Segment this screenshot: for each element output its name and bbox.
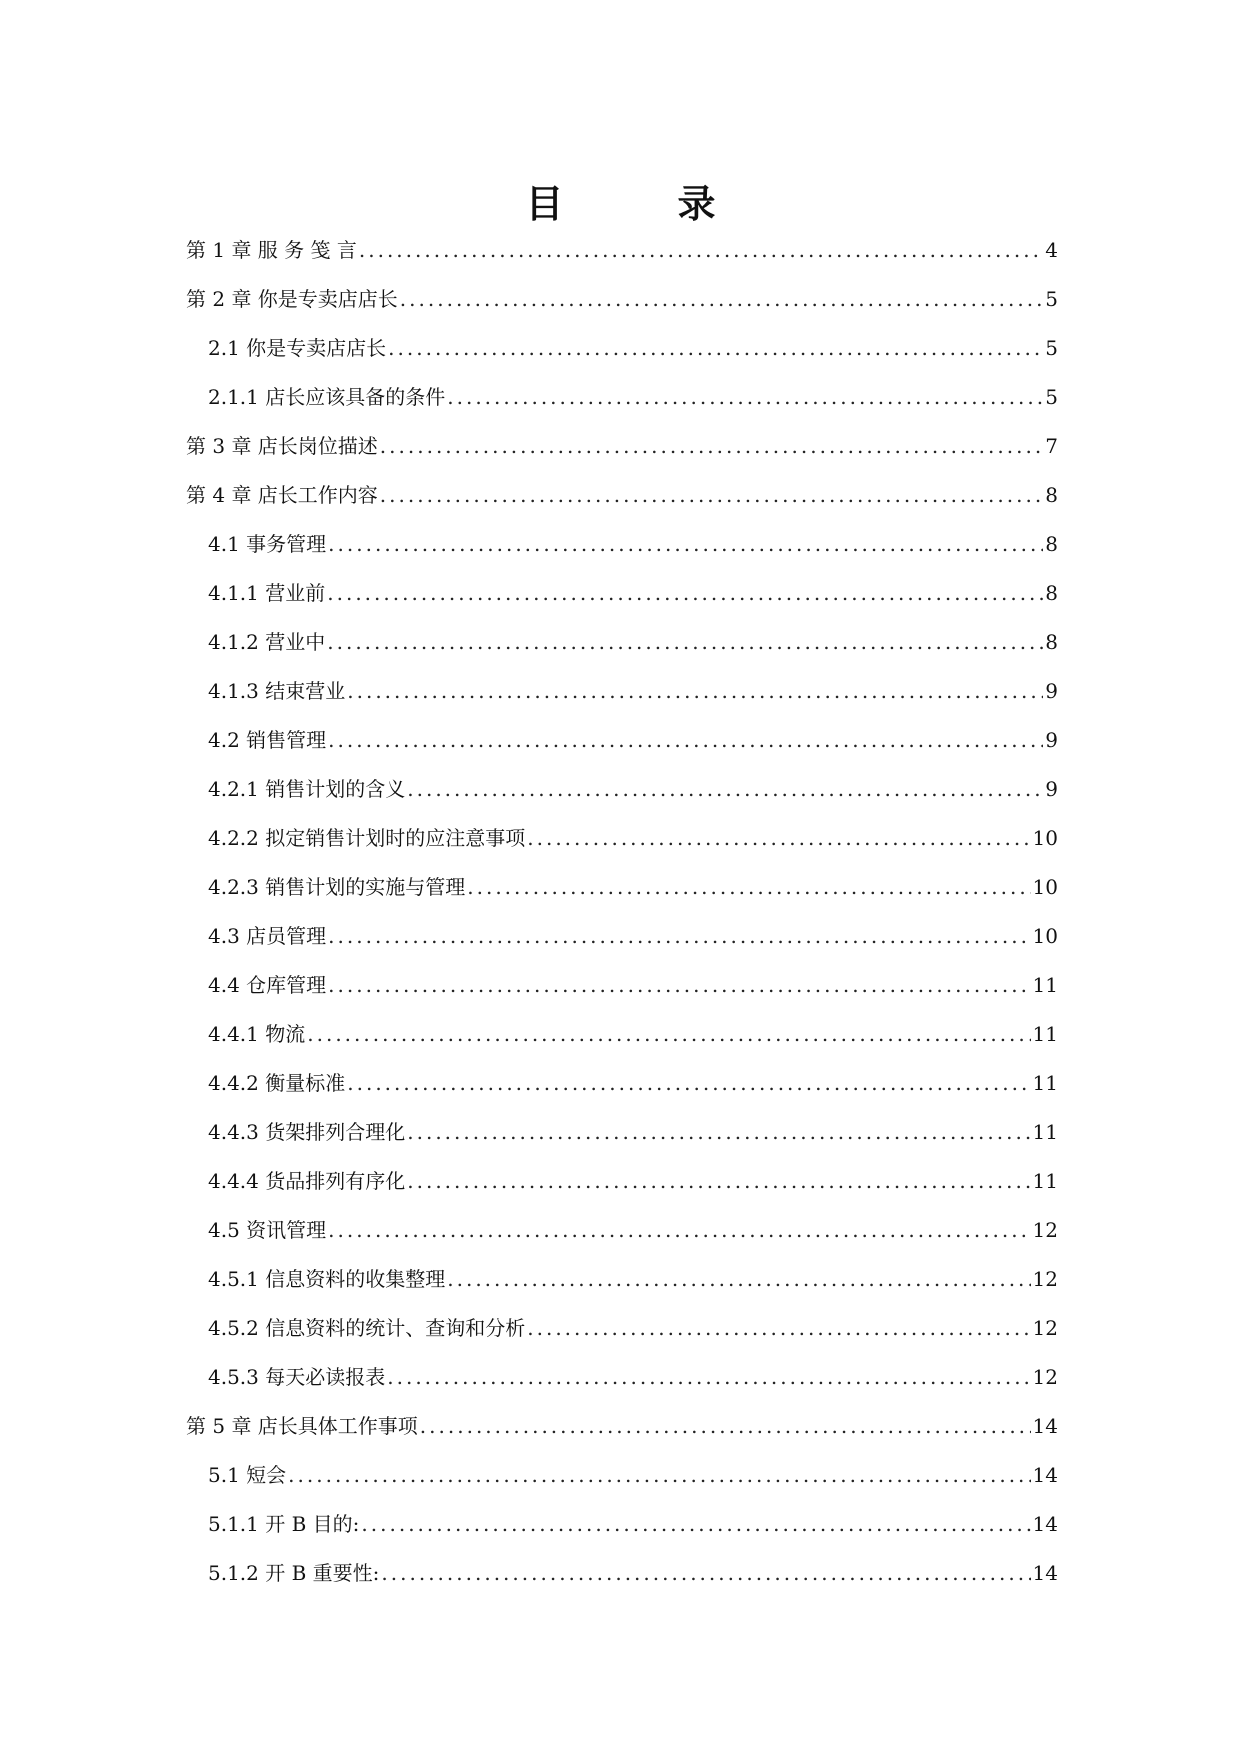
toc-entry-page-number: 14 bbox=[1032, 1561, 1058, 1585]
toc-entry[interactable] bbox=[186, 1500, 1058, 1549]
toc-leader-dots bbox=[328, 520, 1043, 569]
toc-entry-page-number: 11 bbox=[1032, 1169, 1058, 1193]
toc-leader-dots bbox=[307, 1010, 1030, 1059]
toc-entry-text: 4.2.3 销售计划的实施与管理 bbox=[208, 875, 466, 899]
toc-entry-text: 4.5.1 信息资料的收集整理 bbox=[208, 1267, 446, 1291]
toc-leader-dots bbox=[447, 1255, 1030, 1304]
toc-title: 目 录 bbox=[525, 182, 754, 226]
toc-leader-dots bbox=[420, 1402, 1031, 1451]
toc-entry[interactable] bbox=[186, 1206, 1058, 1255]
toc-leader-dots bbox=[328, 961, 1030, 1010]
toc-entry[interactable] bbox=[186, 1402, 1058, 1451]
toc-leader-dots bbox=[380, 422, 1043, 471]
toc-leader-dots bbox=[347, 1059, 1030, 1108]
toc-leader-dots bbox=[359, 226, 1043, 275]
toc-entry-page-number: 5 bbox=[1045, 385, 1058, 409]
toc-entry-text: 第 3 章 店长岗位描述 bbox=[186, 434, 378, 458]
toc-list bbox=[186, 226, 1058, 1598]
toc-entry[interactable] bbox=[186, 1451, 1058, 1500]
toc-leader-dots bbox=[400, 275, 1043, 324]
toc-entry-text: 4.2.1 销售计划的含义 bbox=[208, 777, 406, 801]
toc-entry-page-number: 14 bbox=[1032, 1512, 1058, 1536]
toc-entry[interactable] bbox=[186, 618, 1058, 667]
toc-entry[interactable] bbox=[186, 1353, 1058, 1402]
toc-leader-dots bbox=[327, 569, 1043, 618]
toc-entry-page-number: 9 bbox=[1045, 777, 1058, 801]
toc-entry[interactable] bbox=[186, 1304, 1058, 1353]
toc-entry-text: 5.1.2 开 B 重要性: bbox=[208, 1561, 380, 1585]
toc-leader-dots bbox=[328, 716, 1043, 765]
toc-entry-text: 第 4 章 店长工作内容 bbox=[186, 483, 378, 507]
toc-entry[interactable] bbox=[186, 569, 1058, 618]
toc-leader-dots bbox=[407, 765, 1043, 814]
toc-entry-text: 第 1 章 服 务 笺 言 bbox=[186, 238, 357, 262]
toc-entry-page-number: 9 bbox=[1045, 728, 1058, 752]
toc-entry-text: 5.1 短会 bbox=[208, 1463, 287, 1487]
toc-entry[interactable] bbox=[186, 863, 1058, 912]
toc-entry-text: 4.2 销售管理 bbox=[208, 728, 327, 752]
toc-entry-page-number: 5 bbox=[1045, 287, 1058, 311]
toc-entry[interactable] bbox=[186, 324, 1058, 373]
toc-entry-page-number: 10 bbox=[1032, 826, 1058, 850]
toc-entry-page-number: 9 bbox=[1045, 679, 1058, 703]
toc-entry-text: 4.1.2 营业中 bbox=[208, 630, 326, 654]
toc-entry-text: 4.4 仓库管理 bbox=[208, 973, 327, 997]
toc-leader-dots bbox=[327, 618, 1043, 667]
toc-leader-dots bbox=[347, 667, 1043, 716]
toc-entry-text: 4.2.2 拟定销售计划时的应注意事项 bbox=[208, 826, 526, 850]
toc-entry[interactable] bbox=[186, 226, 1058, 275]
toc-entry[interactable] bbox=[186, 422, 1058, 471]
toc-entry-text: 4.1 事务管理 bbox=[208, 532, 327, 556]
toc-entry-page-number: 8 bbox=[1045, 483, 1058, 507]
toc-entry[interactable] bbox=[186, 275, 1058, 324]
toc-entry-text: 2.1 你是专卖店店长 bbox=[208, 336, 387, 360]
toc-entry-page-number: 8 bbox=[1045, 581, 1058, 605]
toc-leader-dots bbox=[328, 912, 1030, 961]
toc-leader-dots bbox=[407, 1157, 1030, 1206]
toc-entry[interactable] bbox=[186, 961, 1058, 1010]
toc-entry-page-number: 12 bbox=[1032, 1316, 1058, 1340]
toc-entry-text: 4.4.2 衡量标准 bbox=[208, 1071, 346, 1095]
toc-entry[interactable] bbox=[186, 1059, 1058, 1108]
toc-entry-page-number: 11 bbox=[1032, 1120, 1058, 1144]
toc-entry[interactable] bbox=[186, 471, 1058, 520]
toc-leader-dots bbox=[288, 1451, 1030, 1500]
toc-entry[interactable] bbox=[186, 912, 1058, 961]
toc-entry-text: 4.5.2 信息资料的统计、查询和分析 bbox=[208, 1316, 526, 1340]
toc-leader-dots bbox=[361, 1500, 1030, 1549]
toc-entry-text: 第 5 章 店长具体工作事项 bbox=[186, 1414, 418, 1438]
toc-entry-page-number: 14 bbox=[1032, 1463, 1058, 1487]
toc-entry-page-number: 7 bbox=[1045, 434, 1058, 458]
toc-leader-dots bbox=[447, 373, 1043, 422]
toc-entry[interactable] bbox=[186, 667, 1058, 716]
toc-entry-text: 4.4.1 物流 bbox=[208, 1022, 306, 1046]
toc-entry-text: 4.1.1 营业前 bbox=[208, 581, 326, 605]
toc-entry[interactable] bbox=[186, 814, 1058, 863]
toc-entry-text: 5.1.1 开 B 目的: bbox=[208, 1512, 360, 1536]
toc-entry[interactable] bbox=[186, 1010, 1058, 1059]
toc-entry-text: 4.4.3 货架排列合理化 bbox=[208, 1120, 406, 1144]
toc-entry[interactable] bbox=[186, 1549, 1058, 1598]
toc-leader-dots bbox=[381, 1549, 1030, 1598]
toc-leader-dots bbox=[407, 1108, 1030, 1157]
toc-leader-dots bbox=[527, 814, 1030, 863]
toc-entry[interactable] bbox=[186, 765, 1058, 814]
toc-entry-page-number: 11 bbox=[1032, 1071, 1058, 1095]
toc-entry-page-number: 8 bbox=[1045, 532, 1058, 556]
toc-entry-page-number: 12 bbox=[1032, 1365, 1058, 1389]
toc-entry[interactable] bbox=[186, 1157, 1058, 1206]
toc-leader-dots bbox=[388, 324, 1043, 373]
toc-entry-page-number: 10 bbox=[1032, 924, 1058, 948]
toc-leader-dots bbox=[527, 1304, 1030, 1353]
toc-leader-dots bbox=[467, 863, 1030, 912]
toc-entry-text: 第 2 章 你是专卖店店长 bbox=[186, 287, 398, 311]
toc-entry-page-number: 4 bbox=[1045, 238, 1058, 262]
toc-entry-text: 2.1.1 店长应该具备的条件 bbox=[208, 385, 446, 409]
toc-leader-dots bbox=[380, 471, 1043, 520]
toc-entry-page-number: 11 bbox=[1032, 973, 1058, 997]
toc-entry-text: 4.1.3 结束营业 bbox=[208, 679, 346, 703]
toc-entry-page-number: 10 bbox=[1032, 875, 1058, 899]
toc-entry-text: 4.3 店员管理 bbox=[208, 924, 327, 948]
toc-entry-page-number: 11 bbox=[1032, 1022, 1058, 1046]
toc-entry[interactable] bbox=[186, 1255, 1058, 1304]
toc-entry[interactable] bbox=[186, 1108, 1058, 1157]
toc-leader-dots bbox=[387, 1353, 1030, 1402]
toc-entry-page-number: 12 bbox=[1032, 1218, 1058, 1242]
toc-entry-page-number: 12 bbox=[1032, 1267, 1058, 1291]
toc-entry[interactable] bbox=[186, 716, 1058, 765]
toc-entry-page-number: 14 bbox=[1032, 1414, 1058, 1438]
toc-leader-dots bbox=[328, 1206, 1030, 1255]
toc-entry[interactable] bbox=[186, 520, 1058, 569]
toc-entry[interactable] bbox=[186, 373, 1058, 422]
toc-entry-text: 4.4.4 货品排列有序化 bbox=[208, 1169, 406, 1193]
toc-entry-text: 4.5.3 每天必读报表 bbox=[208, 1365, 386, 1389]
toc-entry-text: 4.5 资讯管理 bbox=[208, 1218, 327, 1242]
toc-entry-page-number: 5 bbox=[1045, 336, 1058, 360]
toc-entry-page-number: 8 bbox=[1045, 630, 1058, 654]
